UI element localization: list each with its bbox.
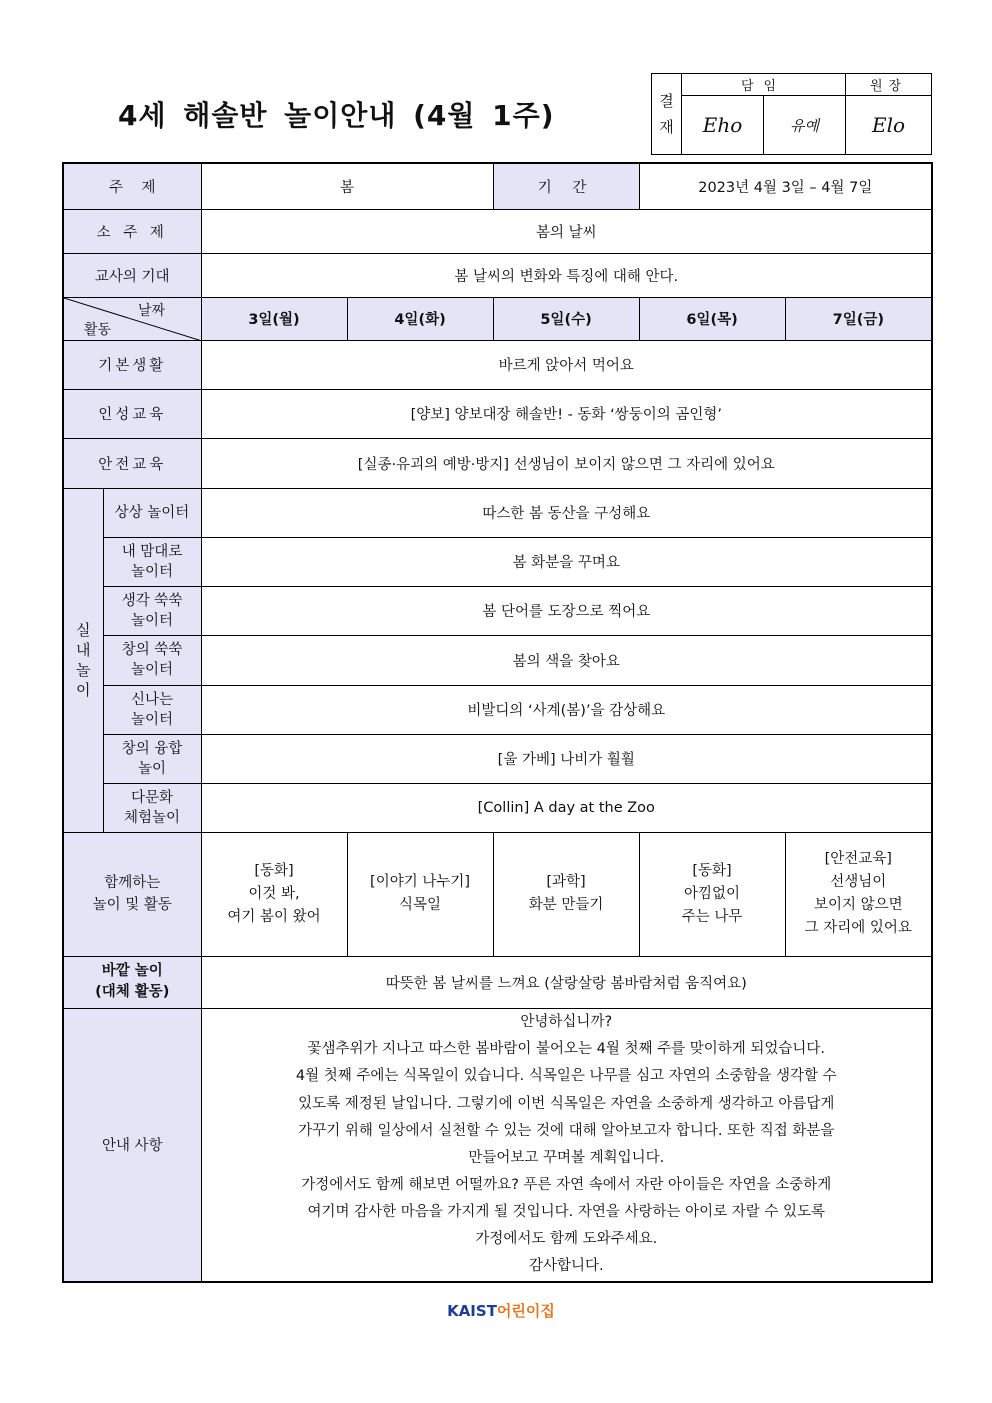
logo-kinder: 어린이집 (496, 1302, 555, 1320)
expect-label: 교사의 기대 (63, 253, 201, 297)
indoor-item-content: 따스한 봄 동산을 구성해요 (201, 488, 932, 537)
day-wed: 5일(수) (493, 297, 639, 340)
indoor-item-content: [울 가베] 나비가 훨훨 (201, 734, 932, 783)
together-wed (493, 832, 639, 956)
indoor-item-name-line: 놀이터 (130, 662, 174, 678)
day-mon: 3일(월) (201, 297, 347, 340)
indoor-item-content: 봄의 색을 찾아요 (201, 635, 932, 685)
indoor-item-name-line: 창의 쑥쑥 (121, 642, 183, 658)
period-value: 2023년 4월 3일 – 4월 7일 (639, 163, 932, 209)
notice-line: 만들어보고 꾸며볼 계획입니다. (468, 1149, 665, 1166)
indoor-label-4: 이 (76, 681, 91, 699)
together-line: [동화] (254, 862, 294, 879)
indoor-item-name-line: 다문화 (130, 789, 174, 806)
together-mon (201, 832, 347, 956)
indoor-item-name-line: 창의 융합 (121, 740, 183, 757)
indoor-item-name-line: 신나는 (130, 691, 174, 708)
together-thu (639, 832, 785, 956)
together-label (63, 832, 201, 956)
safety-edu-label: 안전교육 (63, 438, 201, 488)
notice-line: 여기며 감사한 마음을 가지게 될 것입니다. 자연을 사랑하는 아이로 자랄 수 있도록 (307, 1203, 826, 1220)
notice-line: 꽃샘추위가 지나고 따스한 봄바람이 불어오는 4월 첫째 주를 맞이하게 되었습니다. (307, 1041, 826, 1058)
day-fri: 7일(금) (785, 297, 932, 340)
together-line: [이야기 나누기] (370, 874, 470, 890)
together-label-2: 놀이 및 활동 (92, 897, 172, 913)
together-line: 이것 봐, (248, 885, 300, 902)
date-label: 날짜 (138, 302, 166, 319)
together-fri (785, 832, 932, 956)
signature-3: Elo (871, 113, 906, 137)
indoor-item-name-line: 놀이터 (130, 711, 174, 728)
indoor-item-name-line: 놀이터 (130, 612, 174, 629)
indoor-item-name (103, 635, 201, 685)
indoor-label-2: 내 (76, 641, 91, 659)
indoor-label-1: 실 (76, 621, 91, 639)
together-line: 선생님이 (830, 874, 887, 890)
subtheme-label: 소 주 제 (63, 209, 201, 253)
theme-value: 봄 (201, 163, 493, 209)
indoor-item-name (103, 537, 201, 586)
together-line: [과학] (546, 874, 586, 890)
indoor-item-name (103, 734, 201, 783)
basic-life-label: 기본생활 (63, 340, 201, 389)
together-line: 그 자리에 있어요 (804, 920, 912, 936)
expect-value: 봄 날씨의 변화와 특징에 대해 안다. (201, 253, 932, 297)
notice-line: 안녕하십니까? (520, 1014, 613, 1031)
notice-body (201, 1008, 932, 1282)
indoor-item-name (103, 783, 201, 832)
day-thu: 6일(목) (639, 297, 785, 340)
notice-line: 가정에서도 함께 도와주세요. (475, 1231, 658, 1248)
indoor-item-name-line: 놀이 (138, 760, 167, 777)
indoor-item-name: 상상 놀이터 (103, 488, 201, 537)
outdoor-label-2: (대체 활동) (95, 984, 170, 1000)
director-signature (846, 96, 932, 155)
page-title: 4세 해솔반 놀이안내 (4월 1주) (118, 99, 555, 132)
together-line: 주는 나무 (681, 908, 743, 925)
notice-line: 가꾸기 위해 일상에서 실천할 수 있는 것에 대해 알아보고자 합니다. 또한 직접 화분을 (298, 1122, 835, 1139)
signature-2: 유예 (790, 116, 819, 135)
notice-line: 있도록 제정된 날입니다. 그렇기에 이번 식목일은 자연을 소중하게 생각하고 아름답게 (298, 1095, 835, 1112)
together-line: 식목일 (399, 897, 442, 913)
approval-label-2: 재 (659, 118, 674, 136)
logo-kaist: KAIST (447, 1302, 497, 1320)
together-line: [안전교육] (824, 851, 892, 867)
outdoor-value: 따뜻한 봄 날씨를 느껴요 (살랑살랑 봄바람처럼 움직여요) (201, 956, 932, 1008)
outdoor-label (63, 956, 201, 1008)
together-line: 화분 만들기 (528, 897, 604, 913)
together-line: 아낌없이 (684, 885, 741, 902)
notice-line: 가정에서도 함께 해보면 어떨까요? 푸른 자연 속에서 자란 아이들은 자연을 소중하게 (301, 1176, 832, 1193)
approval-label (652, 74, 682, 155)
homeroom-signature-1 (682, 96, 764, 155)
together-label-1: 함께하는 (104, 875, 161, 891)
date-activity-header (63, 297, 201, 340)
theme-label (63, 163, 201, 209)
indoor-item-name-line: 체험놀이 (123, 809, 181, 826)
indoor-play-label (63, 488, 103, 832)
signature-1: Eho (702, 113, 743, 137)
indoor-item-content: [Collin] A day at the Zoo (201, 783, 932, 832)
director-label: 원장 (846, 74, 932, 96)
character-edu-value: [양보] 양보대장 해솔반! - 동화 ‘쌍둥이의 곰인형’ (201, 389, 932, 438)
outdoor-label-1: 바깥 놀이 (101, 963, 163, 979)
together-line: 보이지 않으면 (813, 897, 903, 913)
basic-life-value: 바르게 앉아서 먹어요 (201, 340, 932, 389)
notice-line: 4월 첫째 주에는 식목일이 있습니다. 식목일은 나무를 심고 자연의 소중함을 생각할 수 (295, 1068, 837, 1085)
subtheme-value: 봄의 날씨 (201, 209, 932, 253)
indoor-item-name-line: 내 맘대로 (121, 543, 183, 560)
indoor-item-content: 봄 화분을 꾸며요 (201, 537, 932, 586)
approval-box (651, 73, 932, 155)
activity-label: 활동 (84, 321, 112, 338)
indoor-item-name (103, 586, 201, 635)
indoor-item-content: 비발디의 ‘사계(봄)’을 감상해요 (201, 685, 932, 734)
safety-edu-value: [실종·유괴의 예방·방지] 선생님이 보이지 않으면 그 자리에 있어요 (201, 438, 932, 488)
weekly-plan-table (62, 162, 933, 1283)
indoor-item-name-line: 생각 쑥쑥 (121, 592, 183, 609)
indoor-label-3: 놀 (76, 661, 91, 679)
period-label: 기 간 (493, 163, 639, 209)
together-line: 여기 봄이 왔어 (227, 908, 321, 925)
together-line: [동화] (692, 862, 732, 879)
day-tue: 4일(화) (347, 297, 493, 340)
notice-label: 안내 사항 (63, 1008, 201, 1282)
indoor-item-content: 봄 단어를 도장으로 찍어요 (201, 586, 932, 635)
character-edu-label: 인성교육 (63, 389, 201, 438)
indoor-item-name (103, 685, 201, 734)
notice-line: 감사합니다. (528, 1258, 604, 1275)
together-tue (347, 832, 493, 956)
homeroom-label: 담임 (682, 74, 846, 96)
theme-label-text: 주 제 (109, 179, 156, 196)
homeroom-signature-2 (764, 96, 846, 155)
indoor-item-name-line: 놀이터 (130, 563, 174, 580)
approval-label-1: 결 (659, 92, 674, 110)
kaist-kindergarten-logo (436, 1300, 566, 1326)
